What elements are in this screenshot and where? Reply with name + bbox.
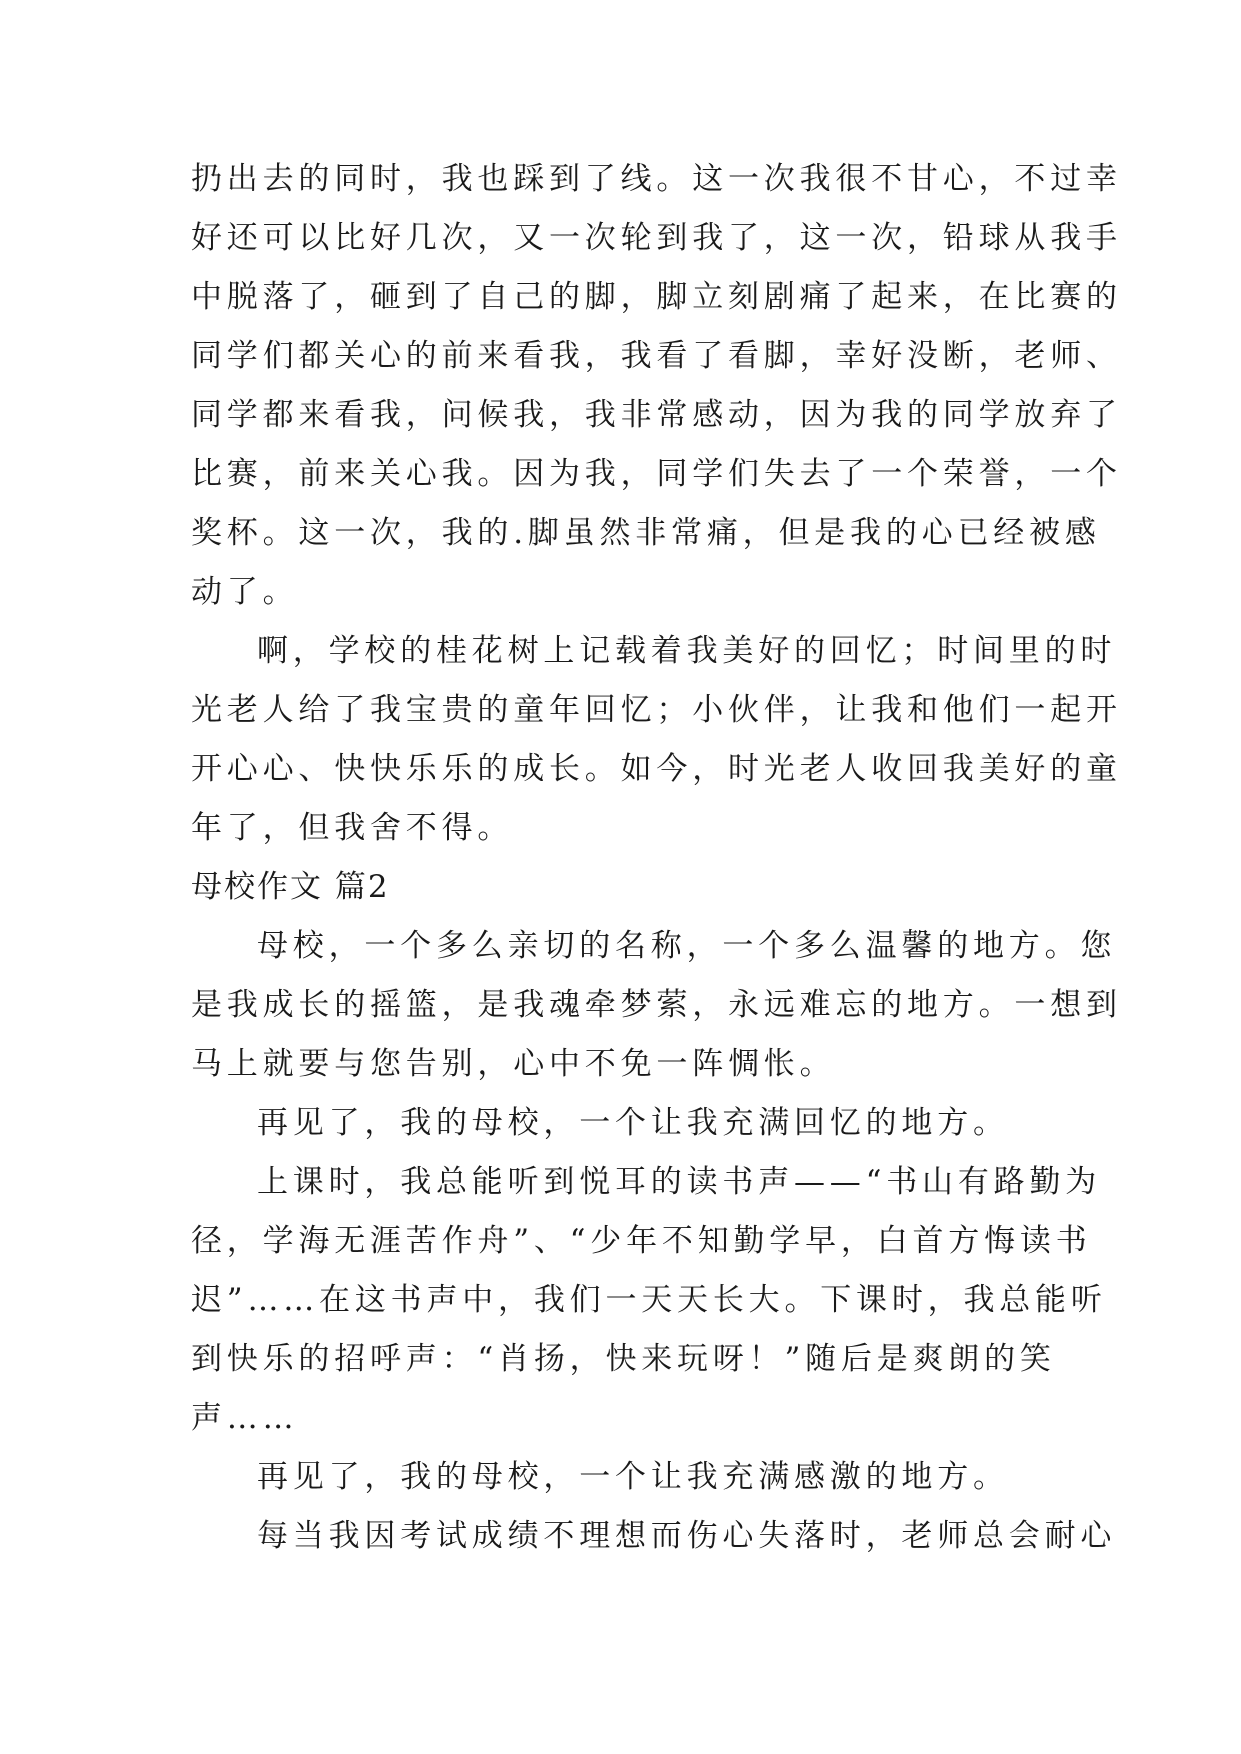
text-line: 马上就要与您告别，心中不免一阵惆怅。 xyxy=(191,1046,836,1082)
document-page xyxy=(191,150,1122,1566)
text-line: 到快乐的招呼声：“肖扬，快来玩呀！”随后是爽朗的笑 xyxy=(191,1341,1056,1377)
text-line: 声…… xyxy=(191,1400,299,1436)
section-heading: 母校作文 篇2 xyxy=(191,869,390,905)
text-line: 同学都来看我，问候我，我非常感动，因为我的同学放弃了 xyxy=(191,397,1122,433)
paragraph-start-line: 上课时，我总能听到悦耳的读书声——“书山有路勤为 xyxy=(257,1164,1102,1200)
text-line: 中脱落了，砸到了自己的脚，脚立刻剧痛了起来，在比赛的 xyxy=(191,279,1122,315)
text-line: 年了，但我舍不得。 xyxy=(191,810,514,846)
text-line: 光老人给了我宝贵的童年回忆；小伙伴，让我和他们一起开 xyxy=(191,692,1122,728)
paragraph-start-line: 再见了，我的母校，一个让我充满感激的地方。 xyxy=(257,1459,1009,1495)
text-line: 动了。 xyxy=(191,574,299,610)
text-line: 奖杯。这一次，我的.脚虽然非常痛，但是我的心已经被感 xyxy=(191,515,1101,551)
text-line: 开心心、快快乐乐的成长。如今，时光老人收回我美好的童 xyxy=(191,751,1122,787)
text-line: 扔出去的同时，我也踩到了线。这一次我很不甘心，不过幸 xyxy=(191,161,1122,197)
paragraph-start-line: 每当我因考试成绩不理想而伤心失落时，老师总会耐心 xyxy=(257,1518,1117,1554)
paragraph-start-line: 再见了，我的母校，一个让我充满回忆的地方。 xyxy=(257,1105,1009,1141)
paragraph-start-line: 母校，一个多么亲切的名称，一个多么温馨的地方。您 xyxy=(257,928,1117,964)
paragraph-start-line: 啊，学校的桂花树上记载着我美好的回忆；时间里的时 xyxy=(257,633,1117,669)
text-line: 同学们都关心的前来看我，我看了看脚，幸好没断，老师、 xyxy=(191,338,1122,374)
text-line: 好还可以比好几次，又一次轮到我了，这一次，铅球从我手 xyxy=(191,220,1122,256)
text-line: 比赛，前来关心我。因为我，同学们失去了一个荣誉，一个 xyxy=(191,456,1122,492)
text-line: 是我成长的摇篮，是我魂牵梦萦，永远难忘的地方。一想到 xyxy=(191,987,1122,1023)
text-line: 径，学海无涯苦作舟”、“少年不知勤学早，白首方悔读书 xyxy=(191,1223,1092,1259)
text-line: 迟”……在这书声中，我们一天天长大。下课时，我总能听 xyxy=(191,1282,1107,1318)
